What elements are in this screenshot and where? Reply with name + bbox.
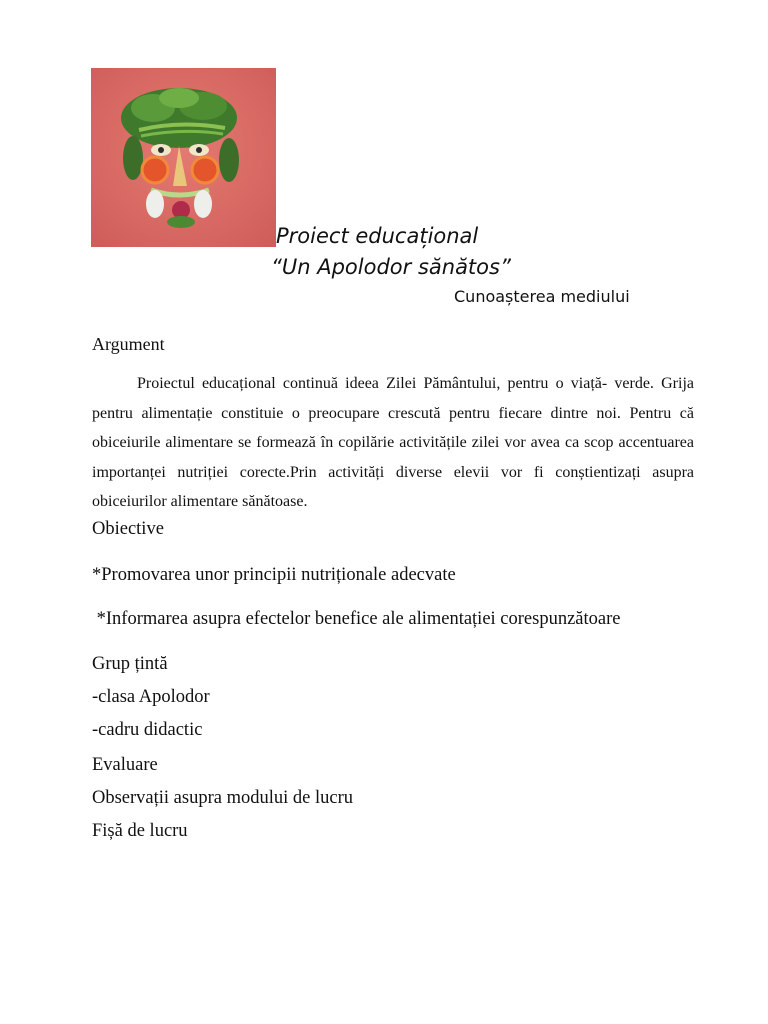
subject-label: Cunoașterea mediului	[454, 287, 630, 306]
target-group-heading: Grup țintă	[92, 654, 168, 674]
argument-paragraph: Proiectul educațional continuă ideea Zilei Pământului, pentru o viață- verde. Grija pentru alimentație constituie o preocupare crescută pentru fiecare dintre noi. Pentru că obiceiurile alimentare se formează în copilărie activitățile zilei vor avea ca scop accentuarea importanței nutriției corecte.Prin activități diverse elevii vor fi conștientizați asupra obiceiurilor alimentare sănătoase.	[92, 375, 694, 510]
objective-item: *Promovarea unor principii nutriționale adecvate	[92, 565, 456, 585]
objectives-heading: Obiective	[92, 519, 164, 539]
vegetable-face-photo	[91, 68, 276, 247]
project-subtitle: “Un Apolodor sănătos”	[271, 255, 511, 279]
target-group-item: -cadru didactic	[92, 720, 203, 740]
objective-item: *Informarea asupra efectelor benefice ale alimentației corespunzătoare	[92, 609, 621, 629]
vegetable-face-photo-icon	[91, 68, 276, 247]
evaluation-item: Fișă de lucru	[92, 821, 188, 841]
target-group-item: -clasa Apolodor	[92, 687, 210, 707]
evaluation-heading: Evaluare	[92, 755, 158, 775]
evaluation-item: Observații asupra modului de lucru	[92, 788, 353, 808]
argument-heading: Argument	[92, 334, 165, 354]
project-title: Proiect educațional	[276, 224, 479, 248]
